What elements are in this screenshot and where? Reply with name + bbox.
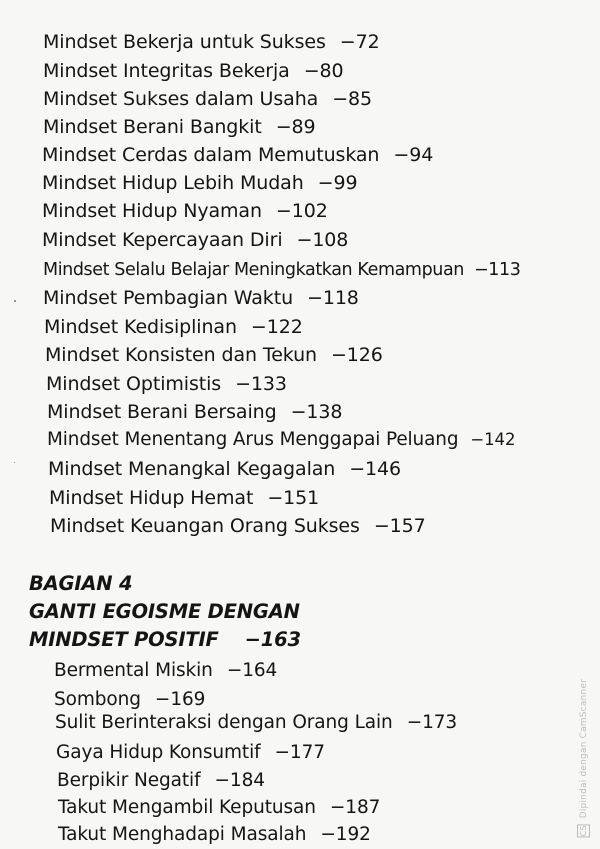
toc-entry-page: −108	[296, 229, 349, 251]
toc-entry-title: Mindset Integritas Bekerja	[43, 60, 290, 82]
section-title-text: GANTI EGOISME DENGAN	[29, 600, 300, 623]
toc-subentry-page: −173	[406, 712, 458, 733]
toc-entry-title: Mindset Selalu Belajar Meningkatkan Kemampuan	[43, 260, 464, 280]
toc-entry	[50, 514, 426, 538]
toc-entry-page: −157	[373, 515, 426, 537]
section-title-line	[29, 600, 300, 624]
toc-subentry	[54, 659, 277, 683]
section-title-text: MINDSET POSITIF	[29, 628, 219, 651]
toc-entry-title: Mindset Cerdas dalam Memutuskan	[42, 144, 380, 166]
toc-entry-title: Mindset Berani Bersaing	[47, 401, 277, 423]
toc-entry	[43, 286, 359, 310]
toc-subentry-page: −192	[320, 824, 371, 845]
toc-entry	[43, 115, 316, 139]
toc-entry-title: Mindset Kedisiplinan	[44, 316, 237, 338]
toc-entry-title: Mindset Konsisten dan Tekun	[45, 344, 317, 366]
toc-entry-page: −118	[307, 287, 359, 309]
toc-entry-page: −142	[470, 430, 516, 449]
toc-entry-page: −133	[235, 373, 287, 395]
toc-entry	[42, 228, 348, 252]
toc-entry-page: −146	[349, 458, 402, 480]
toc-entry-page: −126	[330, 344, 383, 366]
toc-entry-title: Mindset Sukses dalam Usaha	[43, 88, 319, 110]
section-title-line	[29, 628, 301, 652]
toc-entry	[49, 486, 319, 510]
toc-subentry-page: −169	[154, 689, 206, 710]
toc-subentry	[58, 823, 371, 847]
scan-speck	[14, 300, 16, 302]
toc-subentry-page: −164	[226, 660, 278, 681]
toc-entry-title: Mindset Hidup Lebih Mudah	[42, 172, 304, 194]
scanner-watermark	[577, 679, 590, 837]
toc-entry	[43, 30, 380, 54]
toc-entry-title: Mindset Optimistis	[46, 373, 222, 395]
toc-entry	[42, 199, 328, 223]
toc-subentry	[58, 796, 380, 820]
toc-entry-title: Mindset Hidup Nyaman	[42, 200, 262, 222]
toc-entry	[48, 457, 401, 481]
toc-subentry-title: Sombong	[54, 689, 141, 710]
toc-entry-title: Mindset Bekerja untuk Sukses	[43, 31, 326, 53]
section-label	[29, 572, 132, 596]
toc-entry	[43, 59, 344, 83]
toc-subentry	[54, 688, 205, 712]
toc-entry	[42, 143, 433, 167]
toc-subentry-title: Berpikir Negatif	[57, 770, 201, 791]
toc-subentry-page: −177	[274, 742, 325, 763]
toc-entry	[47, 428, 515, 452]
scanner-watermark-text: Dipindai dengan CamScanner	[579, 678, 589, 818]
toc-entry-title: Mindset Hidup Hemat	[49, 487, 254, 509]
toc-entry	[43, 258, 520, 282]
toc-entry-page: −151	[267, 487, 320, 509]
toc-subentry	[55, 711, 457, 735]
toc-entry	[47, 400, 342, 424]
toc-entry-page: −99	[317, 172, 358, 194]
toc-entry-page: −89	[275, 116, 316, 138]
toc-entry-title: Mindset Berani Bangkit	[43, 116, 262, 138]
toc-subentry-title: Bermental Miskin	[54, 660, 213, 681]
toc-subentry-page: −184	[214, 770, 265, 791]
toc-entry-page: −122	[250, 316, 303, 338]
toc-entry	[43, 87, 372, 111]
toc-subentry	[57, 769, 265, 793]
toc-subentry-title: Takut Mengambil Keputusan	[58, 797, 316, 818]
toc-entry-page: −138	[290, 401, 343, 423]
toc-entry-page: −72	[339, 31, 380, 53]
toc-entry	[46, 372, 287, 396]
toc-entry-page: −102	[275, 200, 328, 222]
toc-subentry	[56, 741, 325, 765]
toc-entry-title: Mindset Menentang Arus Menggapai Peluang	[47, 429, 459, 450]
toc-entry	[44, 315, 303, 339]
section-page: −163	[244, 628, 301, 651]
toc-entry	[45, 343, 383, 367]
toc-subentry-title: Takut Menghadapi Masalah	[58, 824, 307, 845]
toc-entry-title: Mindset Pembagian Waktu	[43, 287, 294, 309]
toc-entry-title: Mindset Keuangan Orang Sukses	[50, 515, 360, 537]
scanner-logo: CS	[579, 824, 588, 836]
toc-entry	[42, 171, 357, 195]
toc-subentry-title: Gaya Hidup Konsumtif	[56, 742, 261, 763]
toc-subentry-page: −187	[329, 797, 381, 818]
toc-entry-title: Mindset Menangkal Kegagalan	[48, 458, 336, 480]
toc-entry-page: −85	[332, 88, 372, 110]
toc-entry-page: −113	[474, 260, 521, 280]
toc-entry-page: −80	[303, 60, 344, 82]
toc-entry-page: −94	[393, 144, 434, 166]
scan-speck	[14, 462, 15, 463]
toc-entry-title: Mindset Kepercayaan Diri	[42, 229, 283, 251]
section-label-text: BAGIAN 4	[29, 572, 133, 595]
toc-subentry-title: Sulit Berinteraksi dengan Orang Lain	[55, 712, 393, 733]
